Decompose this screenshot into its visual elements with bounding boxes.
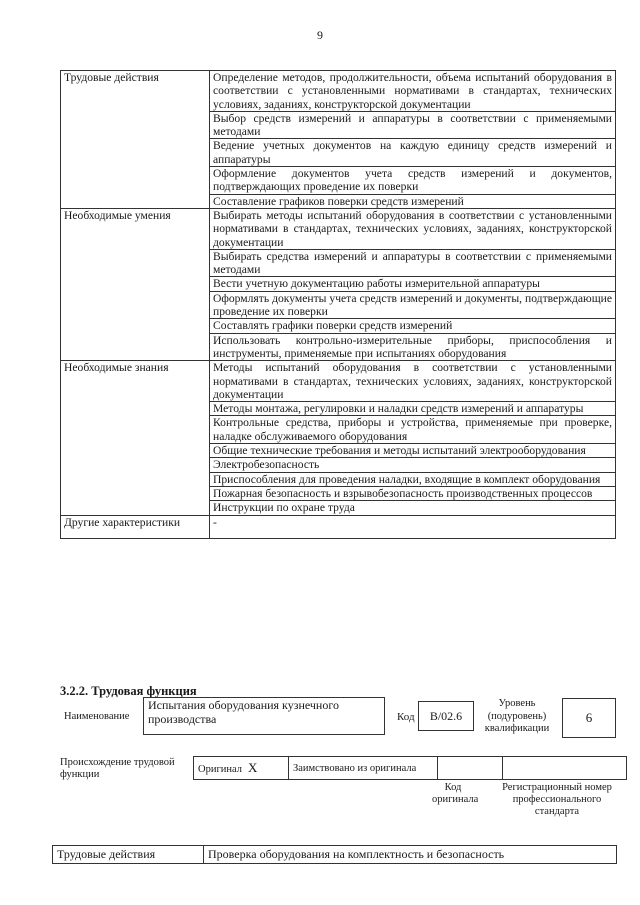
original-mark: X xyxy=(248,760,258,775)
original-cell xyxy=(194,757,289,780)
code-original-label: Код оригинала xyxy=(432,782,479,805)
borrowed-cell xyxy=(289,757,438,780)
row-item: Использовать контрольно-измерительные приборы, приспособления и инструменты, применяемые при испытаниях оборудования xyxy=(210,333,616,361)
row-item: Электробезопасность xyxy=(210,458,616,472)
origin-label: Происхождение трудовой функции xyxy=(60,757,175,780)
row-label: Необходимые умения xyxy=(61,208,210,360)
page-number: 9 xyxy=(317,28,323,42)
borrowed-label: Заимствовано из оригинала xyxy=(293,762,417,774)
row-item: Определение методов, продолжительности, объема испытаний оборудования в соответствии с установленными нормативами в стандартах, технических условиях, заданиях, конструкторской документации xyxy=(210,71,616,112)
row-item: Составление графиков поверки средств измерений xyxy=(210,194,616,208)
row-item: Методы монтажа, регулировки и наладки средств измерений и аппаратуры xyxy=(210,402,616,416)
row-item: Общие технические требования и методы испытаний электрооборудования xyxy=(210,444,616,458)
row-item: Методы испытаний оборудования в соответствии с установленными нормативами в стандартах, технических условиях, заданиях, конструкторской документации xyxy=(210,361,616,402)
competence-table xyxy=(60,70,616,539)
row-item: Инструкции по охране труда xyxy=(210,501,616,515)
qualification-level-label: Уровень (подуровень) квалификации xyxy=(484,698,550,734)
row-item: Контрольные средства, приборы и устройства, применяемые при проверке, наладке обслуживаемого оборудования xyxy=(210,416,616,444)
labor-actions-table xyxy=(52,845,617,864)
labor-actions-label: Трудовые действия xyxy=(53,846,204,864)
row-label: Необходимые знания xyxy=(61,361,210,515)
row-item: - xyxy=(210,515,616,538)
table-row xyxy=(61,208,616,249)
table-row xyxy=(61,71,616,112)
name-label: Наименование xyxy=(64,711,130,722)
row-item: Составлять графики поверки средств измерений xyxy=(210,319,616,333)
row-item: Выбор средств измерений и аппаратуры в соответствии с применяемыми методами xyxy=(210,111,616,139)
labor-action-item: Проверка оборудования на комплектность и безопасность xyxy=(204,846,617,864)
table-row xyxy=(61,515,616,538)
registration-number-label: Регистрационный номер профессионального стандарта xyxy=(502,782,612,817)
row-label: Трудовые действия xyxy=(61,71,210,209)
row-item: Приспособления для проведения наладки, входящие в комплект оборудования xyxy=(210,472,616,486)
qualification-level-field: 6 xyxy=(562,698,616,738)
section-title: 3.2.2. Трудовая функция xyxy=(60,684,197,698)
row-item: Выбирать средства измерений и аппаратуры в соответствии с применяемыми методами xyxy=(210,249,616,277)
original-label: Оригинал xyxy=(198,764,242,775)
row-item: Вести учетную документацию работы измерительной аппаратуры xyxy=(210,277,616,291)
row-label: Другие характеристики xyxy=(61,515,210,538)
reg-number-cell xyxy=(503,757,627,780)
row-item: Оформлять документы учета средств измерений и документы, подтверждающие проведение их поверки xyxy=(210,291,616,319)
row-item: Выбирать методы испытаний оборудования в соответствии с установленными нормативами в стандартах, технических условиях, заданиях, конструкторской документации xyxy=(210,208,616,249)
row-item: Ведение учетных документов на каждую единицу средств измерений и аппаратуры xyxy=(210,139,616,167)
row-item: Оформление документов учета средств измерений и документов, подтверждающих проведение их поверки xyxy=(210,167,616,195)
code-original-cell xyxy=(438,757,503,780)
code-label: Код xyxy=(397,711,415,723)
origin-table xyxy=(193,756,627,780)
row-item: Пожарная безопасность и взрывобезопасность производственных процессов xyxy=(210,486,616,500)
function-name-field: Испытания оборудования кузнечного производства xyxy=(143,697,385,735)
code-field: В/02.6 xyxy=(418,701,474,731)
table-row xyxy=(61,361,616,402)
